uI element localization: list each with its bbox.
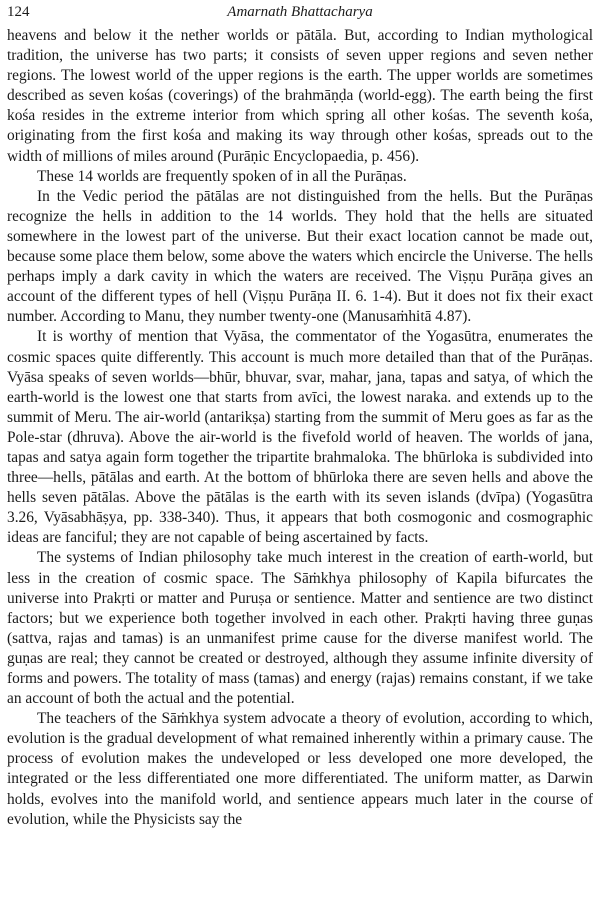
paragraph: These 14 worlds are frequently spoken of in all the Purāṇas. xyxy=(37,167,407,185)
paragraph: The teachers of the Sāṁkhya system advocate a theory of evolution, according to which, evolution is the gradual development of what remained inherently within a primary cause. The process of evolution makes the undeveloped or less developed one more developed, the integrated or the less differentiated one more differentiated. The uniform matter, as Darwin holds, evolves into the manifold world, and sentience appears much later in the course of evolution, while the Physicists say the xyxy=(7,710,593,828)
running-title: Amarnath Bhattacharya xyxy=(227,4,373,20)
paragraph: It is worthy of mention that Vyāsa, the commentator of the Yogasūtra, enumerates the cosmic spaces quite differently. This account is much more detailed than that of the Purāṇas. Vyāsa speaks of seven worlds—bhūr, bhuvar, svar, mahar, jana, tapas and satya, of which the earth-world is the lowest one that starts from avīci, the lowest naraka. and extends up to the summit of Meru. The air-world (antarikṣa) starting from the summit of Meru goes as far as the Pole-star (dhruva). Above the air-world is the fivefold world of heaven. The worlds of jana, tapas and satya again form together the tripartite brahmaloka. The bhūrloka is subdivided into three—hells, pātālas and earth. At the bottom of bhūrloka there are seven hells and above the hells seven pātālas. Above the pātālas is the earth with its seven islands (dvīpa) (Yogasūtra 3.26, Vyāsabhāṣya, pp. 338-340). Thus, it appears that both cosmogonic and cosmographic ideas are fanciful; they are not capable of being ascertained by facts. xyxy=(7,328,593,547)
running-head xyxy=(7,2,593,26)
page-number: 124 xyxy=(7,4,30,20)
paragraph: In the Vedic period the pātālas are not distinguished from the hells. But the Purāṇas recognize the hells in addition to the 14 worlds. They hold that the hells are situated somewhere in the lowest part of the universe. But their exact location cannot be made out, because some place them below, some above the waters which encircle the Universe. The hells perhaps imply a dark cavity in which the waters are received. The Viṣṇu Purāṇa gives an account of the different types of hell (Viṣṇu Purāṇa II. 6. 1-4). But it does not fix their exact number. According to Manu, they number twenty-one (Manusaṁhitā 4.87). xyxy=(7,187,593,326)
body-text xyxy=(7,26,593,830)
paragraph-continued: heavens and below it the nether worlds or pātāla. But, according to Indian mythological tradition, the universe has two parts; it consists of seven upper regions and seven nether regions. The lowest world of the upper regions is the earth. The upper worlds are sometimes described as seven kośas (coverings) of the brahmāṇḍa (world-egg). The earth being the first kośa resides in the extreme interior from which spring all other kośas. The seventh kośa, originating from the first kośa and making its way through other kośas, spreads out to the width of millions of miles around (Purāṇic Encyclopaedia, p. 456). xyxy=(7,27,593,165)
paragraph: The systems of Indian philosophy take much interest in the creation of earth-world, but less in the creation of cosmic space. The Sāṁkhya philosophy of Kapila bifurcates the universe into Prakṛti or matter and Puruṣa or sentience. Matter and sentience are two distinct factors; but we experience both together involved in each other. Prakṛti having three guṇas (sattva, rajas and tamas) is an unmanifest prime cause for the diverse manifest world. The guṇas are real; they cannot be created or destroyed, although they assume infinite diversity of forms and powers. The totality of mass (tamas) and energy (rajas) remains constant, if we take an account of both the actual and the potential. xyxy=(7,549,593,708)
